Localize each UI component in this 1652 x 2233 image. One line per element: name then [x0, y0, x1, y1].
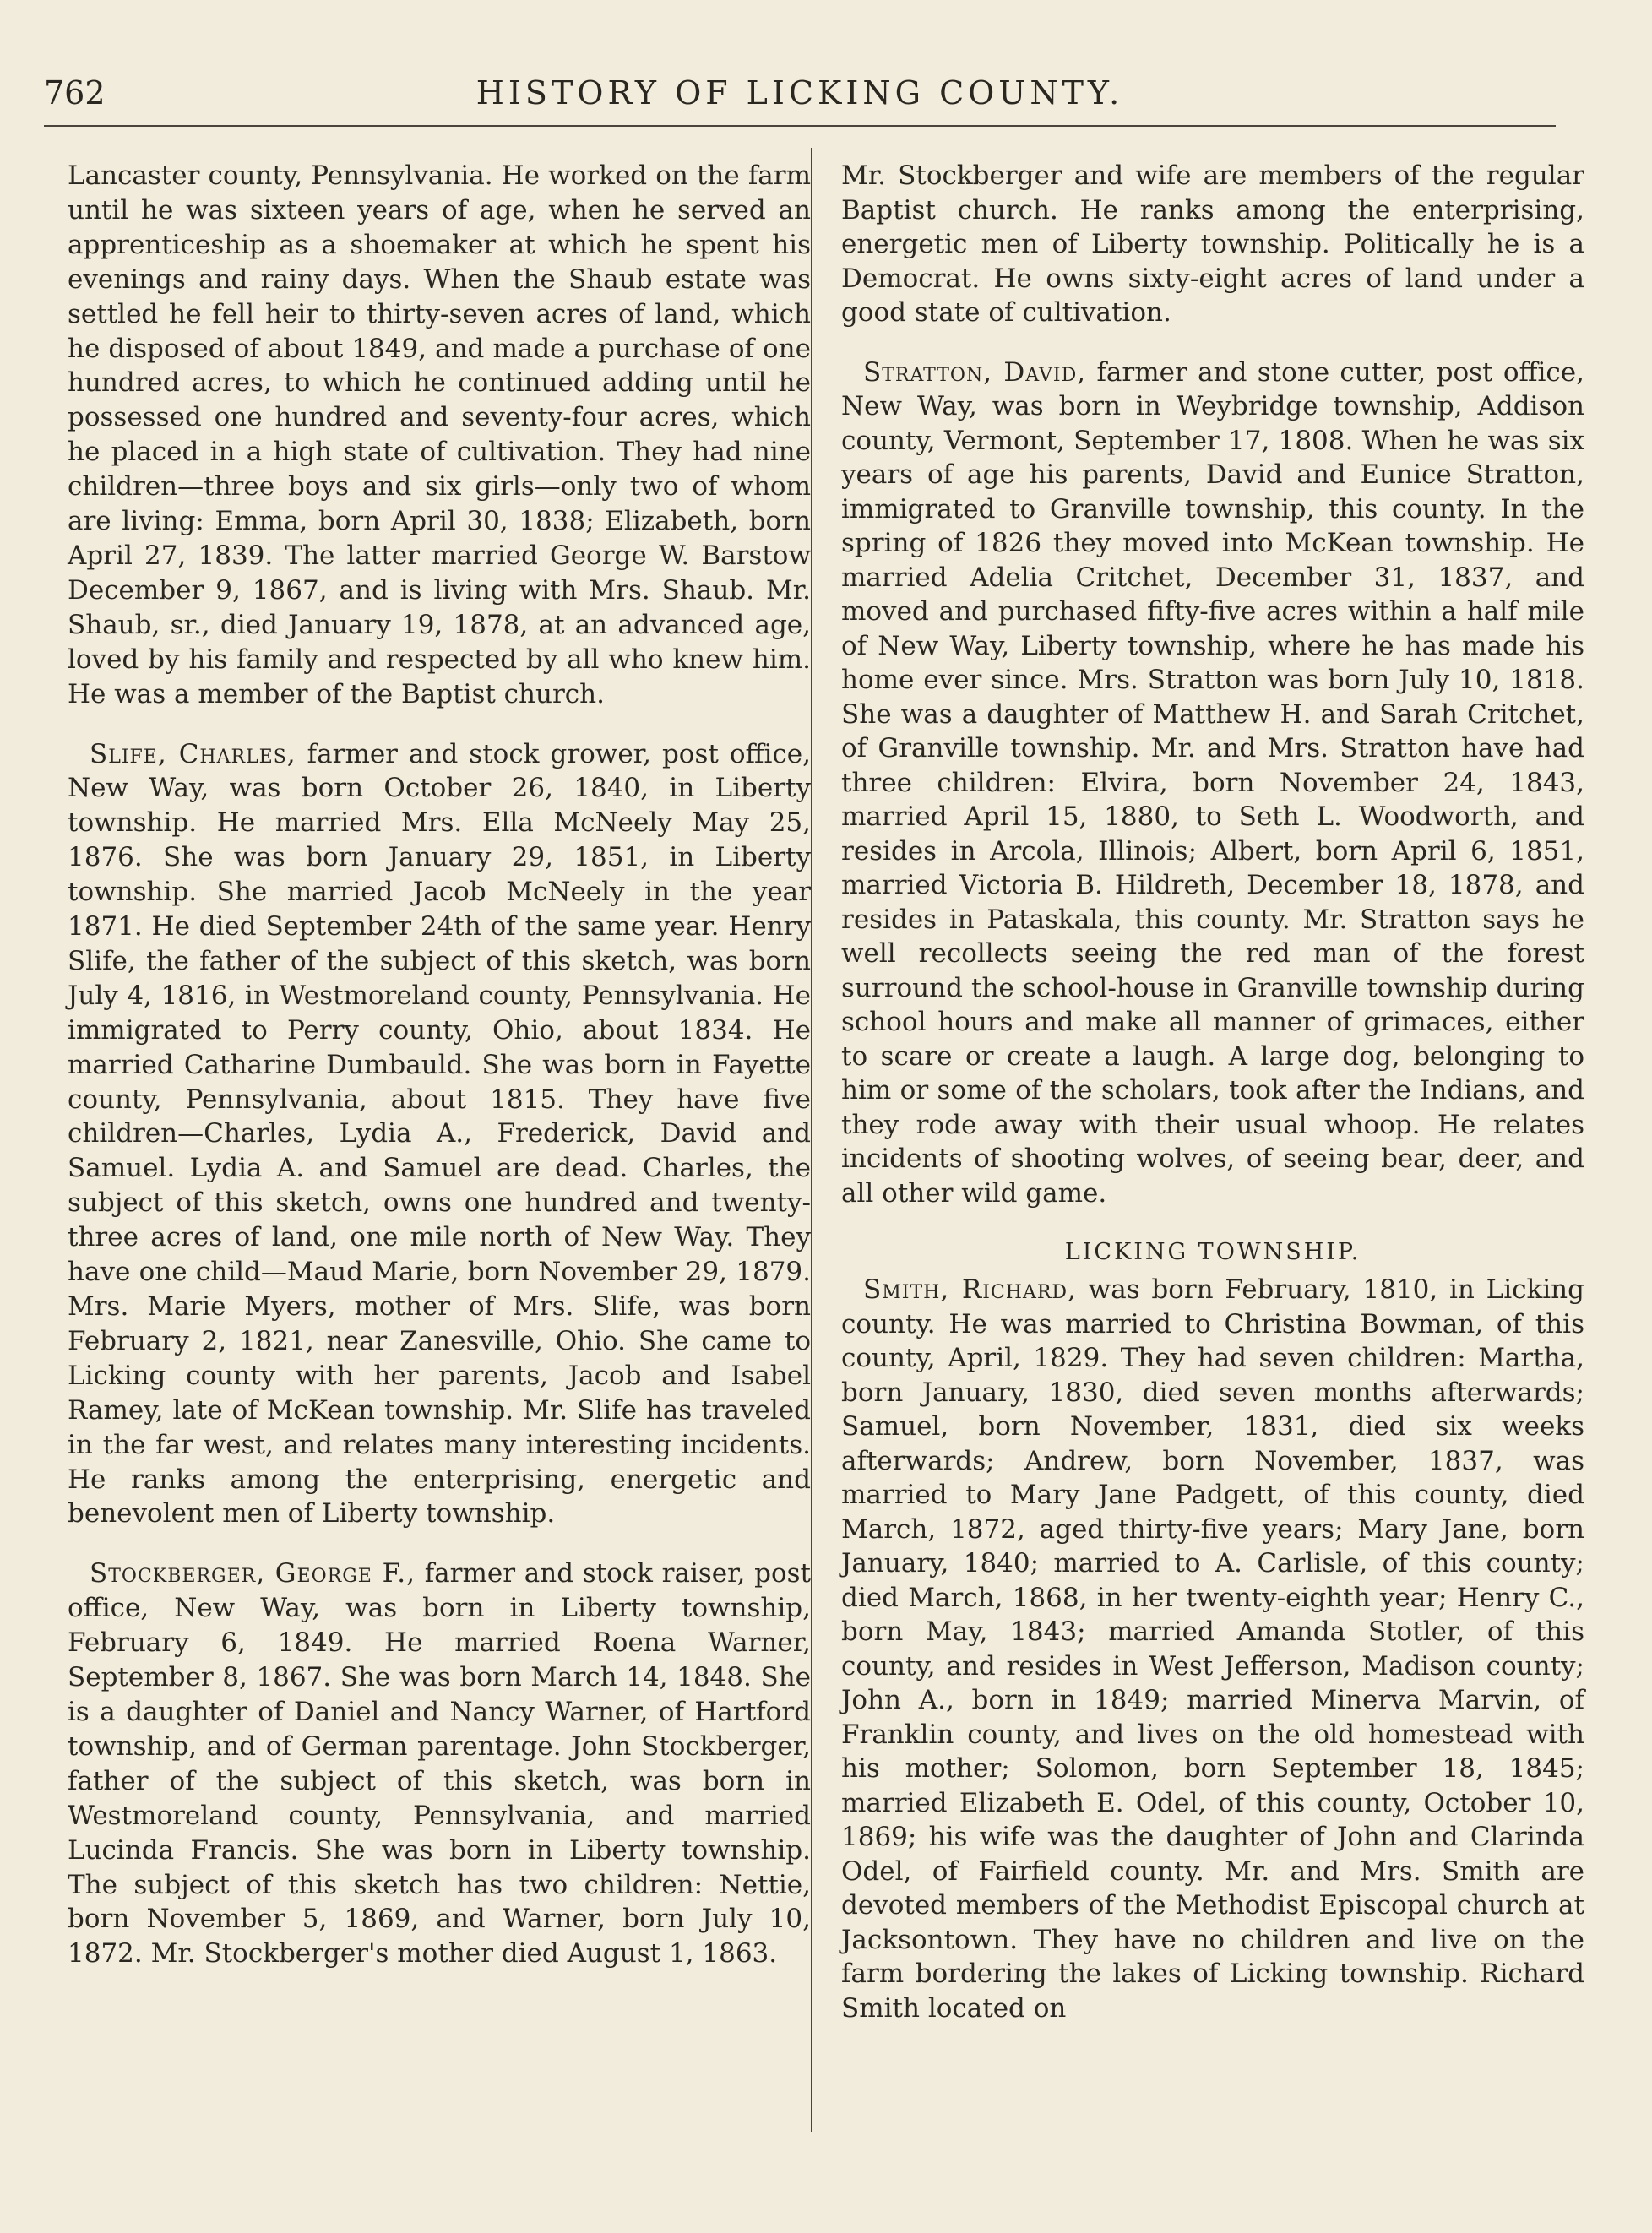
right-column: [841, 159, 1584, 2051]
page-number: 762: [44, 74, 106, 111]
entry-text-stockberger: farmer and stock raiser, post office, New Way, was born in Liberty township, February 6, 1849. He married Roena Warner, September 8, 1867. She was born March 14, 1848. She is a daughter of Daniel and Nancy Warner, of Hartford township, and of German parentage. John Stockberger, father of the subject of this sketch, was born in Westmoreland county, Pennsylvania, and married Lucinda Francis. She was born in Liberty township. The subject of this sketch has two children: Nettie, born November 5, 1869, and Warner, born July 10, 1872. Mr. Stockberger's mother died August 1, 1863.: [68, 1558, 812, 1969]
stockberger-continuation-paragraph: Mr. Stockberger and wife are members of the regular Baptist church. He ranks among the enterprising, energetic men of Liberty township. Politically he is a Democrat. He owns sixty-eight acres of land under a good state of cultivation.: [841, 160, 1584, 328]
entry-name-smith: Smith, Richard,: [863, 1274, 1077, 1305]
entry-name-stockberger: Stockberger, George F.,: [90, 1558, 416, 1589]
entry-name-stratton: Stratton, David,: [863, 356, 1087, 388]
slife-entry: [68, 737, 811, 1532]
section-heading: LICKING TOWNSHIP.: [1064, 1239, 1361, 1265]
stratton-entry: [841, 356, 1584, 1211]
entry-text-smith: was born February, 1810, in Licking county. He was married to Christina Bowman, of this county, April, 1829. They had seven children: Martha, born January, 1830, died seven months afterwards; Samuel, born November, 1831, died six weeks afterwards; Andrew, born November, 1837, was married to Mary Jane Padgett, of this county, died March, 1872, aged thirty-five years; Mary Jane, born January, 1840; married to A. Carlisle, of this county; died March, 1868, in her twenty-eighth year; Henry C., born May, 1843; married Amanda Stotler, of this county, and resides in West Jefferson, Madison county; John A., born in 1849; married Minerva Marvin, of Franklin county, and lives on the old homestead with his mother; Solomon, born September 18, 1845; married Elizabeth E. Odel, of this county, October 10, 1869; his wife was the daughter of John and Clarinda Odel, of Fairfield county. Mr. and Mrs. Smith are devoted members of the Methodist Episcopal church at Jacksontown. They have no children and live on the farm bordering the lakes of Licking township. Richard Smith located on: [841, 1274, 1584, 2024]
left-column: [68, 159, 811, 1997]
stockberger-entry: [68, 1557, 811, 1971]
entry-text-slife: farmer and stock grower, post office, New Way, was born October 26, 1840, in Liberty township. He married Mrs. Ella McNeely May 25, 1876. She was born January 29, 1851, in Liberty township. She married Jacob McNeely in the year 1871. He died September 24th of the same year. Henry Slife, the father of the subject of this sketch, was born July 4, 1816, in Westmoreland county, Pennsylvania. He immigrated to Perry county, Ohio, about 1834. He married Catharine Dumbauld. She was born in Fayette county, Pennsylvania, about 1815. They have five children—Charles, Lydia A., Frederick, David and Samuel. Lydia A. and Samuel are dead. Charles, the subject of this sketch, owns one hundred and twenty-three acres of land, one mile north of New Way. They have one child—Maud Marie, born November 29, 1879. Mrs. Marie Myers, mother of Mrs. Slife, was born February 2, 1821, near Zanesville, Ohio. She came to Licking county with her parents, Jacob and Isabel Ramey, late of McKean township. Mr. Slife has traveled in the far west, and relates many interesting incidents. He ranks among the enterprising, energetic and benevolent men of Liberty township.: [68, 738, 811, 1529]
page-header: [44, 74, 1556, 127]
smith-entry: [841, 1273, 1584, 2025]
running-title: HISTORY OF LICKING COUNTY.: [475, 74, 1124, 111]
entry-text-stratton: farmer and stone cutter, post office, New Way, was born in Weybridge township, Addison county, Vermont, September 17, 1808. When he was six years of age his parents, David and Eunice Stratton, immigrated to Granville township, this county. In the spring of 1826 they moved into McKean township. He married Adelia Critchet, December 31, 1837, and moved and purchased fifty-five acres within a half mile of New Way, Liberty township, where he has made his home ever since. Mrs. Stratton was born July 10, 1818. She was a daughter of Matthew H. and Sarah Critchet, of Granville township. Mr. and Mrs. Stratton have had three children: Elvira, born November 24, 1843, married April 15, 1880, to Seth L. Woodworth, and resides in Arcola, Illinois; Albert, born April 6, 1851, married Victoria B. Hildreth, December 18, 1878, and resides in Pataskala, this county. Mr. Stratton says he well recollects seeing the red man of the forest surround the school-house in Granville township during school hours and make all manner of grimaces, either to scare or create a laugh. A large dog, belonging to him or some of the scholars, took after the Indians, and they rode away with their usual whoop. He relates incidents of shooting wolves, of seeing bear, deer, and all other wild game.: [841, 356, 1584, 1209]
entry-name-slife: Slife, Charles,: [90, 738, 296, 769]
column-divider: [811, 148, 812, 2132]
shaub-continuation-paragraph: Lancaster county, Pennsylvania. He worked on the farm until he was sixteen years of age, when he served an apprenticeship as a shoemaker at which he spent his evenings and rainy days. When the Shaub estate was settled he fell heir to thirty-seven acres of land, which he disposed of about 1849, and made a purchase of one hundred acres, to which he continued adding until he possessed one hundred and seventy-four acres, which he placed in a high state of cultivation. They had nine children—three boys and six girls—only two of whom are living: Emma, born April 30, 1838; Elizabeth, born April 27, 1839. The latter married George W. Barstow December 9, 1867, and is living with Mrs. Shaub. Mr. Shaub, sr., died January 19, 1878, at an advanced age, loved by his family and respected by all who knew him. He was a member of the Baptist church.: [68, 160, 811, 709]
